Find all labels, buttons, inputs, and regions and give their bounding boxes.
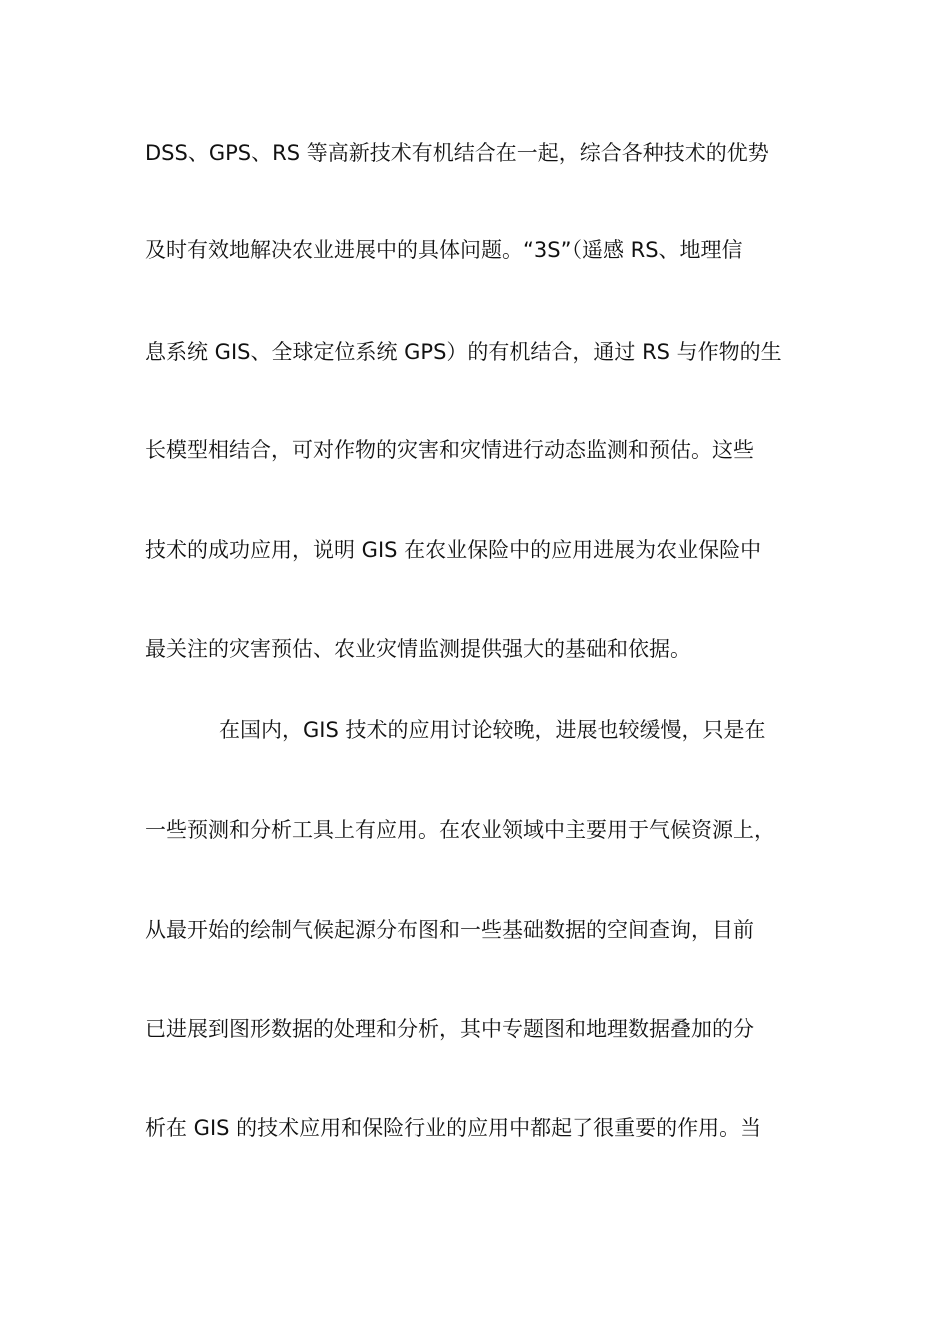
- paragraph-line: 长模型相结合，可对作物的灾害和灾情进行动态监测和预估。这些: [145, 438, 754, 462]
- paragraph-line: 一些预测和分析工具上有应用。在农业领域中主要用于气候资源上，: [145, 818, 775, 842]
- paragraph-line-indented: 在国内，GIS 技术的应用讨论较晚，进展也较缓慢，只是在: [219, 718, 766, 742]
- paragraph-line: 最关注的灾害预估、农业灾情监测提供强大的基础和依据。: [145, 637, 691, 661]
- paragraph-line: 息系统 GIS、全球定位系统 GPS）的有机结合，通过 RS 与作物的生: [145, 340, 782, 364]
- paragraph-line: 已进展到图形数据的处理和分析，其中专题图和地理数据叠加的分: [145, 1017, 754, 1041]
- paragraph-line: 从最开始的绘制气候起源分布图和一些基础数据的空间查询，目前: [145, 918, 754, 942]
- paragraph-line: 及时有效地解决农业进展中的具体问题。“3S”（遥感 RS、地理信: [145, 238, 743, 262]
- paragraph-line: DSS、GPS、RS 等高新技术有机结合在一起，综合各种技术的优势: [145, 141, 769, 165]
- paragraph-line: 析在 GIS 的技术应用和保险行业的应用中都起了很重要的作用。当: [145, 1116, 762, 1140]
- paragraph-line: 技术的成功应用，说明 GIS 在农业保险中的应用进展为农业保险中: [145, 538, 762, 562]
